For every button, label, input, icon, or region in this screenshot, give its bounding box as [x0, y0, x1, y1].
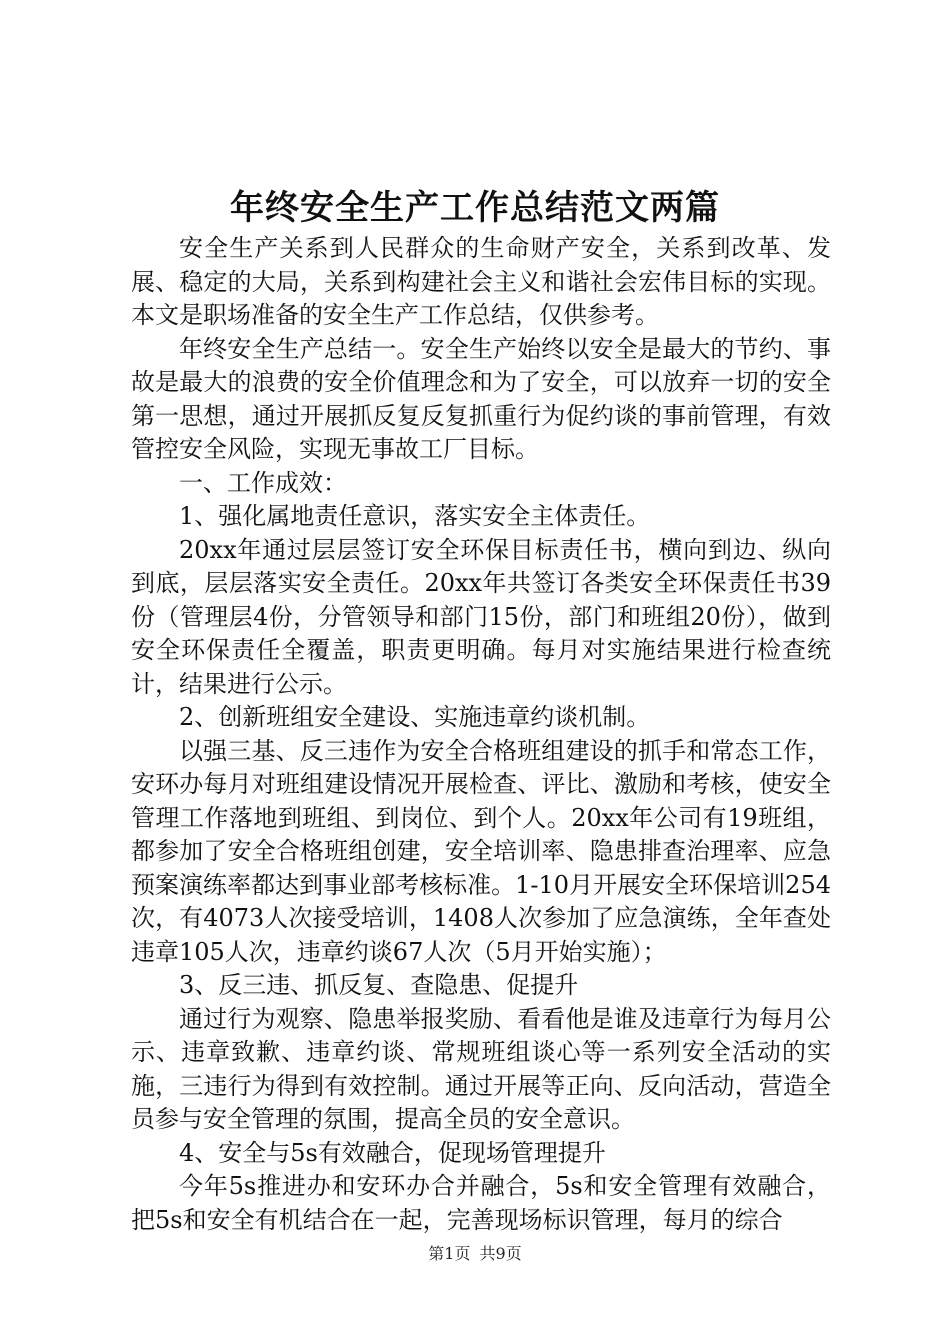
paragraph: 年终安全生产总结一。安全生产始终以安全是最大的节约、事故是最大的浪费的安全价值理念和为了安全，可以放弃一切的安全第一思想，通过开展抓反复反复抓重行为促约谈的事前管理，有效管控安全风险，实现无事故工厂目标。	[131, 334, 831, 463]
paragraph: 通过行为观察、隐患举报奖励、看看他是谁及违章行为每月公示、违章致歉、违章约谈、常规班组谈心等一系列安全活动的实施，三违行为得到有效控制。通过开展等正向、反向活动，营造全员参与安全管理的氛围，提高全员的安全意识。	[131, 1004, 831, 1133]
paragraph: 20xx年通过层层签订安全环保目标责任书，横向到边、纵向到底，层层落实安全责任。20xx年共签订各类安全环保责任书39份（管理层4份，分管领导和部门15份，部门和班组20份），做到安全环保责任全覆盖，职责更明确。每月对实施结果进行检查统计，结果进行公示。	[131, 535, 831, 698]
paragraph: 安全生产关系到人民群众的生命财产安全，关系到改革、发展、稳定的大局，关系到构建社会主义和谐社会宏伟目标的实现。本文是职场准备的安全生产工作总结，仅供参考。	[131, 234, 831, 329]
subsection-heading: 3、反三违、抓反复、查隐患、促提升	[179, 971, 579, 999]
subsection-heading: 1、强化属地责任意识，落实安全主体责任。	[179, 502, 651, 530]
document-body	[131, 232, 831, 1237]
subsection-heading: 4、安全与5s有效融合，促现场管理提升	[179, 1138, 606, 1167]
document-title: 年终安全生产工作总结范文两篇	[230, 188, 720, 228]
paragraph: 以强三基、反三违作为安全合格班组建设的抓手和常态工作，安环办每月对班组建设情况开展检查、评比、激励和考核，使安全管理工作落地到班组、到岗位、到个人。20xx年公司有19班组，都参加了安全合格班组创建，安全培训率、隐患排查治理率、应急预案演练率都达到事业部考核标准。1-10月开展安全环保培训254次，有4073人次接受培训，1408人次参加了应急演练，全年查处违章105人次，违章约谈67人次（5月开始实施）；	[131, 736, 831, 966]
page-number: 第1页	[428, 1244, 471, 1263]
subsection-heading: 2、创新班组安全建设、实施违章约谈机制。	[179, 703, 651, 731]
page-total: 共9页	[479, 1244, 522, 1263]
page-footer	[0, 1244, 950, 1264]
section-heading: 一、工作成效：	[179, 468, 347, 497]
paragraph: 今年5s推进办和安环办合并融合，5s和安全管理有效融合，把5s和安全有机结合在一起，完善现场标识管理，每月的综合	[131, 1172, 831, 1234]
